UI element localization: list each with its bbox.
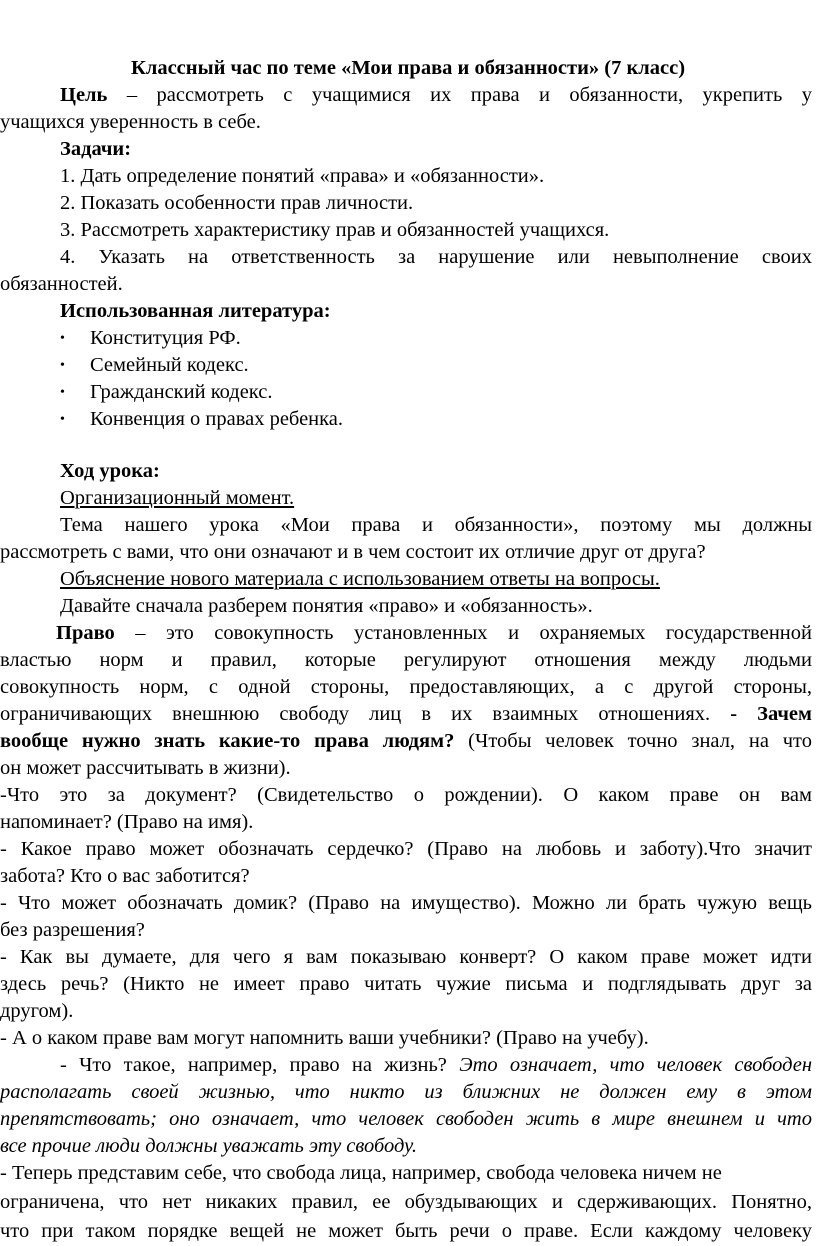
literature-item: Семейный кодекс. (90, 354, 249, 376)
question-line: здесь речь? (Никто не имеет право читать чужие письма и подглядывать друг за (0, 973, 812, 995)
goal-label: Цель (60, 84, 108, 106)
literature-heading: Использованная литература: (60, 300, 331, 322)
literature-item: Конвенция о правах ребенка. (90, 408, 344, 430)
italic-answer: Это означает, что человек свободен (459, 1054, 813, 1076)
paragraph-line: что при таком порядке вещей не может быть речи о праве. Если каждому человеку (0, 1220, 812, 1242)
literature-item: Конституция РФ. (90, 327, 241, 349)
question-line: - А о каком праве вам могут напомнить ваши учебники? (Право на учебу). (0, 1027, 649, 1049)
question-line: напоминает? (Право на имя). (0, 811, 254, 833)
paragraph-line: ограничена, что нет никаких правил, ее обуздывающих и сдерживающих. Понятно, (0, 1191, 812, 1213)
task-item: 4. Указать на ответственность за нарушение или невыполнение своих (60, 246, 812, 268)
bullet-icon: • (60, 331, 65, 346)
right-def-line-1 (56, 620, 812, 648)
question-line: - Какое право может обозначать сердечко? (Право на любовь и заботу).Что значит (0, 838, 812, 860)
italic-answer-line: все прочие люди должны уважать эту свободу. (0, 1135, 418, 1157)
why-question: - Зачем (710, 703, 812, 725)
explanation-heading: Объяснение нового материала с использованием ответы на вопросы. (60, 568, 660, 590)
right-def-text: – это совокупность установленных и охраняемых государственной (114, 622, 812, 644)
literature-item: Гражданский кодекс. (90, 381, 273, 403)
task-item: 1. Дать определение понятий «права» и «обязанности». (60, 165, 545, 187)
org-moment: Организационный момент. (60, 487, 295, 509)
topic-line-2: рассмотреть с вами, что они означают и в чем состоит их отличие друг от друга? (0, 541, 706, 563)
lesson-heading: Ход урока: (60, 460, 160, 482)
right-def-line-5 (0, 728, 812, 756)
goal-text-1: – рассмотреть с учащимися их права и обязанности, укрепить у (107, 84, 812, 106)
right-def-line-2: властью норм и правил, которые регулируют отношения между людьми (0, 649, 812, 671)
goal-line-1 (0, 82, 812, 110)
topic-line-1: Тема нашего урока «Мои права и обязанности», поэтому мы должны (60, 514, 812, 536)
paragraph-line: - Теперь представим себе, что свобода лица, например, свобода человека ничем не (0, 1162, 722, 1184)
concepts-line: Давайте сначала разберем понятия «право» и «обязанность». (60, 595, 593, 617)
why-answer: (Чтобы человек точно знал, на что (454, 730, 812, 752)
bullet-icon: • (60, 412, 65, 427)
right-term: Право (56, 622, 115, 644)
bullet-icon: • (60, 385, 65, 400)
question-line: - Как вы думаете, для чего я вам показываю конверт? О каком праве может идти (0, 946, 812, 968)
question-text: - Что такое, например, право на жизнь? (60, 1054, 460, 1076)
task-item-continuation: обязанностей. (0, 273, 123, 295)
question-line: без разрешения? (0, 919, 145, 941)
right-def-line-4 (0, 701, 812, 729)
task-item: 3. Рассмотреть характеристику прав и обязанностей учащихся. (60, 219, 610, 241)
question-line (60, 1052, 812, 1080)
right-def-line-6: он может рассчитывать в жизни). (0, 757, 291, 779)
italic-answer-line: располагать своей жизнью, что никто из ближних не должен ему в этом (0, 1081, 812, 1103)
question-line: другом). (0, 1000, 74, 1022)
task-item: 2. Показать особенности прав личности. (60, 192, 414, 214)
goal-line-2: учащихся уверенность в себе. (0, 111, 261, 133)
page-title: Классный час по теме «Мои права и обязанности» (7 класс) (130, 57, 686, 79)
italic-answer-line: препятствовать; оно означает, что человек свободен жить в мире внешнем и что (0, 1108, 812, 1130)
question-line: -Что это за документ? (Свидетельство о рождении). О каком праве он вам (0, 784, 812, 806)
right-def-line-3: совокупность норм, с одной стороны, предоставляющих, а с другой стороны, (0, 676, 812, 698)
question-line: - Что может обозначать домик? (Право на имущество). Можно ли брать чужую вещь (0, 892, 812, 914)
bullet-icon: • (60, 358, 65, 373)
why-question: вообще нужно знать какие-то права людям? (0, 730, 455, 752)
right-def-text: ограничивающих внешнюю свободу лиц в их взаимных отношениях. (0, 703, 711, 725)
question-line: забота? Кто о вас заботится? (0, 865, 250, 887)
tasks-heading: Задачи: (60, 138, 132, 160)
